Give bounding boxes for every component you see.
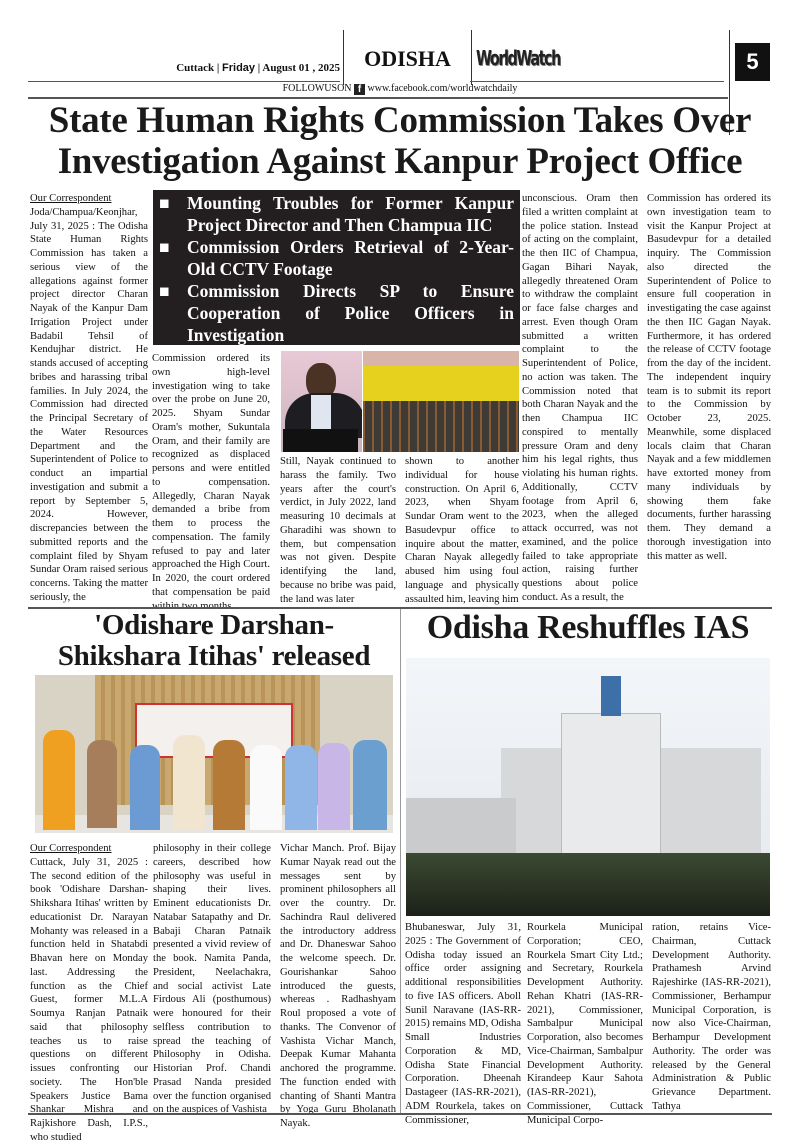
social-follow bbox=[180, 83, 620, 95]
highlight-item: ■ Commission Directs SP to Ensure Cooperation of Police Officers in Investigation bbox=[159, 281, 514, 345]
masthead-bottom-rule bbox=[28, 97, 728, 99]
dateline: Cuttack | Friday | August 01 , 2025 bbox=[176, 62, 340, 74]
column-divider bbox=[400, 609, 401, 1114]
headline-line: Shikshara Itihas' released bbox=[57, 640, 371, 672]
story2-column-3: Vichar Manch. Prof. Bijay Kumar Nayak read out the messages sent by prominent philosophers all over the country. Dr. Sachindra Raul delivered the introductory address and Dr. Dhaneswar Sahoo the welcome speech. Dr. Gourishankar Sahoo introduced the guests, whereas . Radhashyam Roul proposed a vote of thanks. The Convenor of Vashista Vichar Manch, Deepak Kumar Mahanta anchored the programme. The function ended with chanting of Shanti Mantra by Yoga Guru Bholanath Nayak. bbox=[280, 843, 396, 1129]
secretariat-building-photo bbox=[406, 658, 770, 916]
story1-column-5: unconscious. Oram then filed a written complaint at the police station. Instead of acting on the complaint, the then IIC of Champua, Gagan Bihari Nayak, allegedly threatened Oram to withdraw the complaint or face false charges and arrest. Even though Oram submitted a written complaint to the Superintendent of Police, no action was taken. The Commission noted that both Charan Nayak and the then Champua IIC conspired to mentally pressure Oram and deny him his legal rights, thus violating his human rights. Additionally, CCTV footage from April 6, 2023, when the alleged attack occurred, was not examined, and the police failed to take appropriate action, raising further questions about police conduct. As a result, the bbox=[522, 193, 638, 603]
masthead-divider bbox=[343, 30, 344, 85]
masthead-rule bbox=[470, 81, 724, 82]
highlight-item: ■ Mounting Troubles for Former Kanpur Project Director and Then Champua IIC bbox=[159, 193, 514, 235]
story1-column-2: Commission ordered its own high-level investigation wing to take over the probe on June 20, 2025. Shyam Sundar Oram's mother, Sukuntala Oram, and their family are recognized as displaced persons and were entitled to compensation. Allegedly, Charan Nayak demanded a bribe from them to process the compensation. The family refused to pay and later approached the High Court. In 2020, the court ordered that compensation be paid within two months. bbox=[152, 353, 270, 612]
office-gate-photo bbox=[363, 351, 519, 452]
official-photo bbox=[281, 351, 362, 452]
byline: Our Correspondent bbox=[30, 193, 112, 204]
story1-column-1 bbox=[30, 192, 148, 605]
story1-column-6: Commission has ordered its own investigation team to visit the Kanpur Project at Basudevpur for a detailed inquiry. The Commission also directed the Superintendent of Police to ensure full cooperation in investigating the case against the then IIC Gagan Nayak. Furthermore, it has ordered the release of CCTV footage from the day of the incident. The independent inquiry team is to submit its report to the Commission by October 23, 2025. Meanwhile, some displaced locals claim that Charan Nayak and a few middlemen have extorted money from many individuals by showing them fake documents, further harassing them. They demand a thorough investigation into this matter as well. bbox=[647, 193, 771, 562]
story2-column-2: philosophy in their college careers, described how philosophy was useful in shaping their lives. Eminent educationists Dr. Natabar Satapathy and Dr. Babaji Charan Patnaik presented a vivid review of the book. Namita Panda, President, Neelachakra, and social activist Late Firdous Ali (posthumous) were honoured for their selfless contribution to spread the teaching of Philosophy in Odisha. Historian Prof. Chandi Prasad Nanda presided over the function organised on the auspices of Vashista bbox=[153, 843, 271, 1116]
story3-column-2: Rourkela Municipal Corporation; CEO, Rourkela Smart City Ltd.; and Secretary, Rourkela Development Authority. Rehan Khatri (IAS-RR-2021), Commissioner, Sambalpur Municipal Corporation, also becomes Vice-Chairman, Sambalpur Development Authority. Kirandeep Kaur Sahota (IAS-RR-2021), Commissioner, Cuttack Municipal Corpo- bbox=[527, 922, 643, 1126]
column-text: Joda/Champua/Keonjhar, July 31, 2025 : The Odisha State Human Rights Commission has taken a serious view of the allegations against former project director Charan Nayak of the Kanpur Dam Irrigation Project under Badabil Tehsil of Kendujhar district. He stands accused of accepting bribes and harassing tribal families. In July 2024, the Commission had directed the Principal Secretary of the Water Resources Department and the Superintendent of Police to conduct an impartial investigation and submit a report by September 5, 2024. However, discrepancies between the submitted reports and the complaint filed by Shyam Sundar Oram raised serious concerns. Taking the matter seriously, the bbox=[30, 206, 148, 603]
masthead-divider bbox=[471, 30, 472, 85]
follow-label: FOLLOWUSON bbox=[282, 83, 352, 94]
book-release-photo bbox=[35, 675, 393, 833]
odia-signboard bbox=[363, 366, 519, 401]
bullet-square-icon: ■ bbox=[159, 281, 170, 301]
column-text: Cuttack, July 31, 2025 : The second edition of the book 'Odishare Darshan-Shikshara Itihas' written by educationist Dr. Narayan Mohanty was released in a function held in Shatabdi Bhavan here on Monday last. Addressing the function as the Chief Guest, former M.L.A Soumya Ranjan Patnaik said that philosophy teaches us to raise questions on different issues confronting our society. The Hon'ble Speakers Justice Bama Shankar Mishra and Rajkishore Dash, I.P.S., who studied bbox=[30, 856, 148, 1143]
dateline-city: Cuttack bbox=[176, 62, 215, 74]
dateline-date: August 01 , 2025 bbox=[262, 62, 340, 74]
page-number: 5 bbox=[735, 43, 770, 81]
page-bottom-rule bbox=[28, 1113, 772, 1115]
headline-line: State Human Rights Commission Takes Over bbox=[48, 100, 752, 141]
bullet-square-icon: ■ bbox=[159, 193, 170, 213]
story2-column-1 bbox=[30, 842, 148, 1145]
section-title: ODISHA bbox=[364, 46, 451, 71]
headline-line: 'Odishare Darshan- bbox=[94, 609, 334, 641]
masthead-rule bbox=[28, 81, 340, 82]
facebook-icon: f bbox=[354, 84, 365, 95]
story3-headline: Odisha Reshuffles IAS bbox=[426, 609, 750, 646]
facebook-link[interactable]: www.facebook.com/worldwatchdaily bbox=[367, 83, 518, 94]
story2-headline bbox=[30, 610, 398, 672]
story3-column-1: Bhubaneswar, July 31, 2025 : The Government of Odisha today issued an office order assigning additional responsibilities to five IAS officers. Aboll Sunil Naravane (IAS-RR-2015) remains MD, Odisha Small Industries Corporation & MD, Odisha State Financial Corporation. Dheenah Dastageer (IAS-RR-2021), ADM Rourkela, takes on Commissioner, bbox=[405, 922, 521, 1126]
story1-headline bbox=[20, 100, 780, 182]
bullet-square-icon: ■ bbox=[159, 237, 170, 257]
story1-column-4: shown to another individual for house construction. On April 6, 2023, when Shyam Sundar Oram went to the Basudevpur office to inquire about the matter, Charan Nayak allegedly abused him using foul language and physically assaulted him, leaving him bbox=[405, 456, 519, 605]
story3-column-3: ration, retains Vice-Chairman, Cuttack Development Authority. Prathamesh Arvind Rajeshirke (IAS-RR-2021), Commissioner, Berhampur Municipal Corporation, is now also Vice-Chairman, Berhampur Development Authority. The order was released by the General Administration & Public Grievance Department. Tathya bbox=[652, 922, 771, 1112]
byline: Our Correspondent bbox=[30, 843, 112, 854]
highlight-item: ■ Commission Orders Retrieval of 2-Year-Old CCTV Footage bbox=[159, 237, 514, 279]
worldwatch-logo: WorldWatch bbox=[476, 46, 560, 70]
headline-line: Investigation Against Kanpur Project Office bbox=[57, 141, 743, 182]
highlights-box bbox=[153, 190, 520, 345]
dateline-day: Friday bbox=[222, 62, 256, 74]
story1-column-3: Still, Nayak continued to harass the family. Two years after the court's verdict, in July 2022, land measuring 10 decimals at Gharadihi was shown to them, but compensation was not given. Despite identifying the land, because no bribe was paid, the land was later bbox=[280, 456, 396, 605]
